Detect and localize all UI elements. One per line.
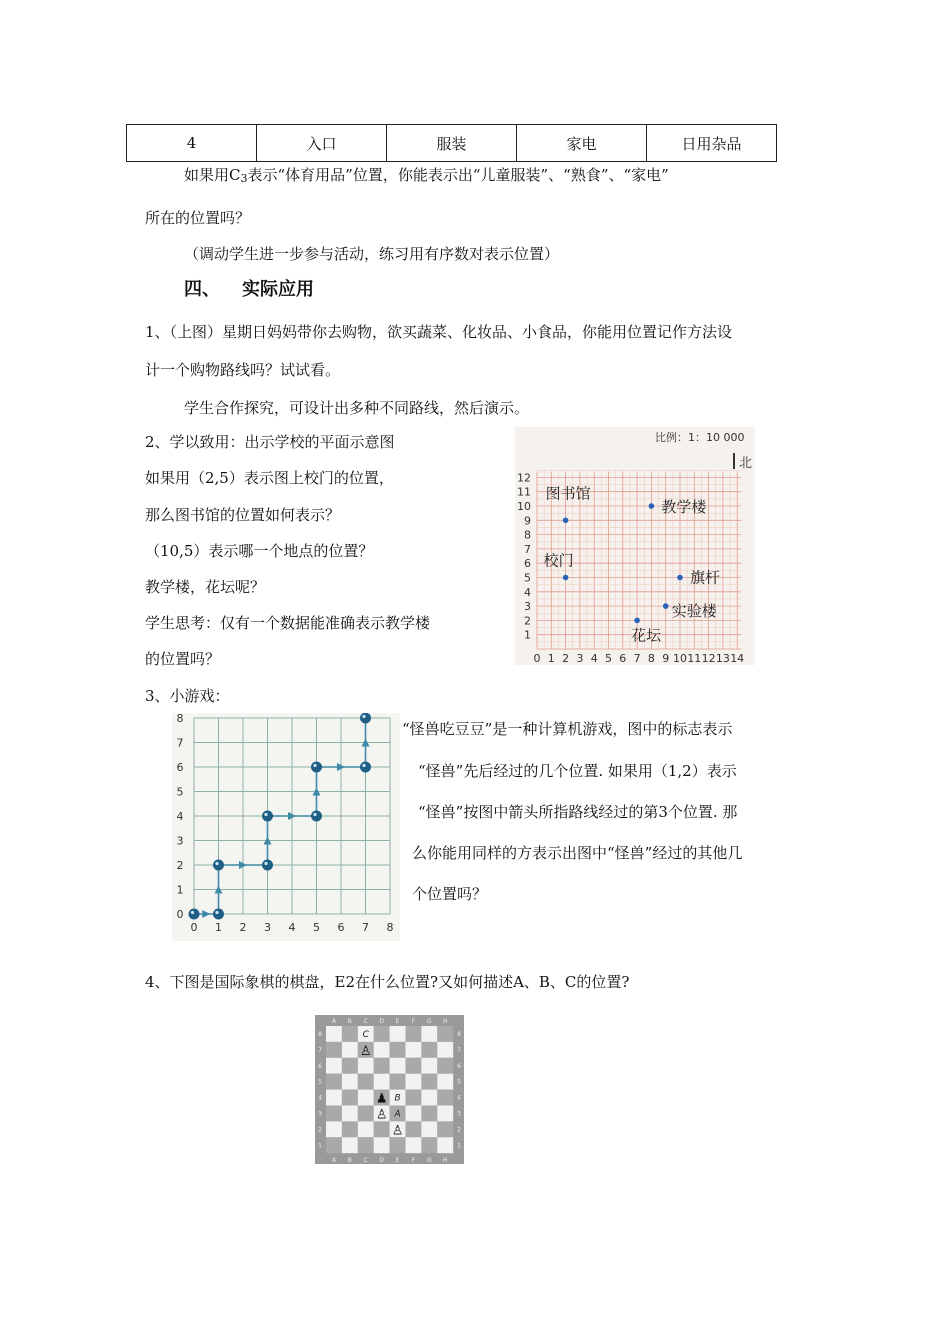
question-3-line: “怪兽”按图中箭头所指路线经过的第3个位置. 那 [418, 803, 738, 821]
rank-label: 1 [318, 1142, 322, 1150]
subscript: 3 [240, 172, 248, 185]
x-tick-label: 14 [730, 652, 745, 665]
y-tick-label: 9 [524, 514, 531, 528]
chess-square [326, 1074, 342, 1090]
chess-square [390, 1058, 406, 1074]
file-label: B [347, 1157, 352, 1164]
chess-square [437, 1058, 453, 1074]
y-tick-label: 4 [176, 810, 184, 823]
map-point [563, 518, 569, 524]
pawn-icon: ♙ [359, 1043, 372, 1059]
chess-square [390, 1042, 406, 1058]
x-tick-label: 2 [562, 652, 570, 665]
x-tick-label: 12 [701, 652, 716, 665]
table-row [127, 125, 777, 162]
rank-label: 3 [457, 1110, 461, 1118]
chess-square [421, 1058, 437, 1074]
file-label: D [379, 1018, 384, 1025]
rank-label: 4 [457, 1094, 461, 1102]
rank-label: 5 [457, 1078, 461, 1086]
monster-eye-icon [362, 715, 365, 718]
chess-square [437, 1042, 453, 1058]
y-tick-label: 12 [517, 471, 531, 485]
y-tick-label: 3 [176, 834, 184, 848]
map-point-label: 教学楼 [661, 498, 707, 516]
chess-square [358, 1058, 374, 1074]
question-2-line: 学生思考：仅有一个数据能准确表示教学楼 [145, 614, 431, 632]
y-tick-label: 1 [524, 628, 531, 642]
map-point-label: 图书馆 [545, 484, 591, 503]
pawn-icon: ♟ [375, 1091, 388, 1107]
chess-square [326, 1137, 342, 1153]
monster-eye-icon [313, 764, 316, 767]
monster-icon [262, 811, 273, 822]
file-label: H [442, 1157, 448, 1164]
monster-icon [311, 762, 322, 773]
chess-square [406, 1026, 422, 1042]
x-tick-label: 7 [633, 652, 641, 665]
y-tick-label: 0 [176, 908, 184, 921]
chess-square [358, 1137, 374, 1153]
chess-square [326, 1058, 342, 1074]
x-tick-label: 9 [662, 652, 670, 665]
question-2-line: 那么图书馆的位置如何表示？ [145, 506, 341, 524]
chess-square [342, 1090, 358, 1106]
chess-square [421, 1026, 437, 1042]
chess-square [421, 1121, 437, 1137]
map-point [634, 618, 640, 624]
x-tick-label: 10 [673, 652, 687, 665]
text: 表示“体育用品”位置，你能表示出“儿童服装”、“熟食”、“家电” [247, 166, 669, 184]
chess-square [374, 1026, 390, 1042]
chess-square [406, 1137, 422, 1153]
map-scale: 比例：1：10 000 [655, 431, 745, 444]
chess-square [421, 1074, 437, 1090]
x-tick-label: 13 [715, 652, 730, 665]
chess-square [342, 1058, 358, 1074]
paragraph-2: （调动学生进一步参与活动，练习用有序数对表示位置） [184, 245, 560, 263]
chess-square [358, 1090, 374, 1106]
chess-square [390, 1026, 406, 1042]
chess-square [374, 1058, 390, 1074]
chess-square [390, 1137, 406, 1153]
file-label: A [331, 1018, 337, 1025]
rank-label: 6 [318, 1062, 322, 1070]
x-tick-label: 1 [215, 921, 222, 934]
x-tick-label: 4 [288, 921, 296, 934]
monster-eye-icon [264, 862, 267, 865]
y-tick-label: 4 [524, 585, 531, 599]
x-tick-label: 0 [533, 652, 541, 665]
paragraph-1 [184, 165, 669, 189]
rank-label: 2 [457, 1126, 461, 1134]
monster-icon [189, 909, 200, 920]
pawn-icon: ♙ [391, 1123, 404, 1139]
y-tick-label: 7 [176, 736, 184, 750]
map-point-label: 实验楼 [671, 602, 717, 621]
paragraph-1b: 所在的位置吗？ [145, 209, 251, 227]
chess-square [406, 1106, 422, 1122]
y-tick-label: 10 [517, 500, 531, 513]
x-tick-label: 5 [605, 652, 612, 665]
chess-square [406, 1074, 422, 1090]
x-tick-label: 1 [547, 652, 555, 665]
question-1b: 计一个购物路线吗？试试看。 [145, 361, 341, 379]
y-tick-label: 2 [524, 614, 531, 628]
table-cell: 家电 [517, 125, 647, 162]
monster-eye-icon [362, 764, 365, 767]
chess-square [421, 1137, 437, 1153]
square-mark-label: A [394, 1109, 401, 1120]
section-number: 四、 [184, 279, 220, 300]
question-2-line: 的位置吗？ [145, 650, 221, 668]
rank-label: 7 [457, 1046, 461, 1054]
text: 如果用C [184, 166, 241, 184]
file-label: C [363, 1018, 368, 1025]
x-tick-label: 3 [576, 652, 584, 665]
file-label: G [427, 1018, 432, 1025]
chess-square [326, 1106, 342, 1122]
chess-square [342, 1121, 358, 1137]
table-cell: 4 [127, 125, 257, 162]
table-cell: 服装 [387, 125, 517, 162]
y-tick-label: 1 [176, 883, 184, 897]
monster-game-figure [172, 713, 400, 941]
monster-icon [262, 860, 273, 871]
rank-label: 2 [318, 1126, 322, 1134]
question-2-line: 如果用（2,5）表示图上校门的位置， [145, 469, 394, 487]
question-3-line: 么你能用同样的方表示出图中“怪兽”经过的其他几 [412, 844, 743, 862]
x-tick-label: 11 [687, 652, 702, 665]
rank-label: 1 [457, 1142, 461, 1150]
table-cell: 入口 [257, 125, 387, 162]
x-tick-label: 4 [590, 652, 598, 665]
chess-square [374, 1121, 390, 1137]
file-label: D [379, 1157, 384, 1164]
chess-square [421, 1042, 437, 1058]
rank-label: 8 [318, 1030, 322, 1038]
map-point [677, 575, 683, 581]
rank-label: 5 [318, 1078, 322, 1086]
x-tick-label: 2 [239, 921, 247, 934]
school-map-figure [515, 427, 755, 665]
chess-square [342, 1106, 358, 1122]
y-tick-label: 11 [517, 485, 531, 499]
map-point-label: 花坛 [631, 626, 662, 645]
chess-square [406, 1090, 422, 1106]
monster-eye-icon [313, 813, 316, 816]
question-4: 4、下图是国际象棋的棋盘，E2在什么位置?又如何描述A、B、C的位置? [145, 973, 630, 991]
chess-board-figure [315, 1015, 464, 1164]
x-tick-label: 3 [264, 921, 271, 934]
monster-eye-icon [191, 911, 194, 914]
question-3-line: “怪兽”先后经过的几个位置. 如果用（1,2）表示 [418, 762, 737, 780]
chess-square [437, 1121, 453, 1137]
section-title: 实际应用 [242, 279, 314, 300]
chess-squares [326, 1026, 453, 1153]
question-3-line: 个位置吗？ [412, 885, 488, 903]
file-label: B [347, 1018, 352, 1025]
map-point-label: 校门 [543, 551, 574, 570]
file-label: H [442, 1018, 448, 1025]
file-label: E [395, 1018, 400, 1025]
monster-icon [213, 860, 224, 871]
monster-eye-icon [264, 813, 267, 816]
chess-square [421, 1106, 437, 1122]
pawn-icon: ♙ [375, 1107, 388, 1123]
chess-square [326, 1121, 342, 1137]
map-point [663, 603, 669, 609]
square-mark-label: B [394, 1093, 401, 1104]
chess-square [342, 1074, 358, 1090]
x-tick-label: 6 [337, 921, 345, 934]
rank-label: 3 [318, 1110, 322, 1118]
question-1c: 学生合作探究，可设计出多种不同路线，然后演示。 [184, 399, 530, 417]
monster-icon [360, 713, 371, 724]
chess-square [437, 1026, 453, 1042]
rank-label: 7 [318, 1046, 322, 1054]
y-tick-label: 8 [176, 713, 184, 725]
table-cell: 日用杂品 [647, 125, 777, 162]
map-north-label: 北 [739, 456, 753, 471]
chess-square [374, 1137, 390, 1153]
question-1a: 1、（上图）星期日妈妈带你去购物，欲买蔬菜、化妆品、小食品，你能用位置记作方法设 [145, 323, 733, 341]
y-tick-label: 2 [176, 859, 184, 872]
chess-square [326, 1042, 342, 1058]
y-tick-label: 6 [524, 557, 531, 571]
x-tick-label: 8 [386, 921, 394, 934]
question-2-line: （10,5）表示哪一个地点的位置？ [145, 542, 374, 560]
x-tick-label: 5 [313, 921, 320, 934]
goods-table [126, 124, 777, 162]
y-tick-label: 5 [176, 785, 184, 799]
chess-square [406, 1042, 422, 1058]
x-tick-label: 8 [647, 652, 655, 665]
chess-square [437, 1137, 453, 1153]
square-mark-label: C [362, 1029, 369, 1040]
chess-square [374, 1074, 390, 1090]
chess-square [421, 1090, 437, 1106]
question-2-line: 2、学以致用：出示学校的平面示意图 [145, 433, 395, 451]
chess-square [374, 1042, 390, 1058]
map-point [649, 503, 655, 509]
file-label: C [363, 1157, 368, 1164]
question-3: 3、小游戏： [145, 687, 230, 705]
monster-icon [360, 762, 371, 773]
map-point-label: 旗杆 [690, 568, 721, 587]
monster-icon [311, 811, 322, 822]
chess-square [342, 1026, 358, 1042]
x-tick-label: 6 [619, 652, 627, 665]
chess-square [437, 1074, 453, 1090]
rank-label: 6 [457, 1062, 461, 1070]
chess-square [406, 1058, 422, 1074]
monster-icon [213, 909, 224, 920]
file-label: F [411, 1018, 416, 1025]
chess-square [326, 1090, 342, 1106]
file-label: F [411, 1157, 416, 1164]
x-tick-label: 0 [190, 921, 198, 934]
y-tick-label: 7 [524, 542, 531, 556]
y-tick-label: 8 [524, 528, 531, 542]
map-point [563, 575, 569, 581]
question-2-line: 教学楼，花坛呢？ [145, 578, 266, 596]
chess-square [390, 1074, 406, 1090]
chess-square [358, 1106, 374, 1122]
chess-square [326, 1026, 342, 1042]
rank-label: 4 [318, 1094, 322, 1102]
question-3-line: “怪兽吃豆豆”是一种计算机游戏，图中的标志表示 [402, 720, 733, 738]
chess-square [406, 1121, 422, 1137]
chess-square [358, 1121, 374, 1137]
monster-eye-icon [215, 862, 218, 865]
y-tick-label: 3 [524, 600, 531, 614]
file-label: E [395, 1157, 400, 1164]
y-tick-label: 5 [524, 571, 531, 585]
file-label: G [427, 1157, 432, 1164]
monster-eye-icon [215, 911, 218, 914]
chess-square [342, 1042, 358, 1058]
chess-square [437, 1106, 453, 1122]
file-label: A [331, 1157, 337, 1164]
rank-label: 8 [457, 1030, 461, 1038]
section-heading [184, 280, 314, 300]
chess-square [437, 1090, 453, 1106]
chess-square [358, 1074, 374, 1090]
chess-square [342, 1137, 358, 1153]
y-tick-label: 6 [176, 761, 184, 774]
x-tick-label: 7 [362, 921, 369, 934]
